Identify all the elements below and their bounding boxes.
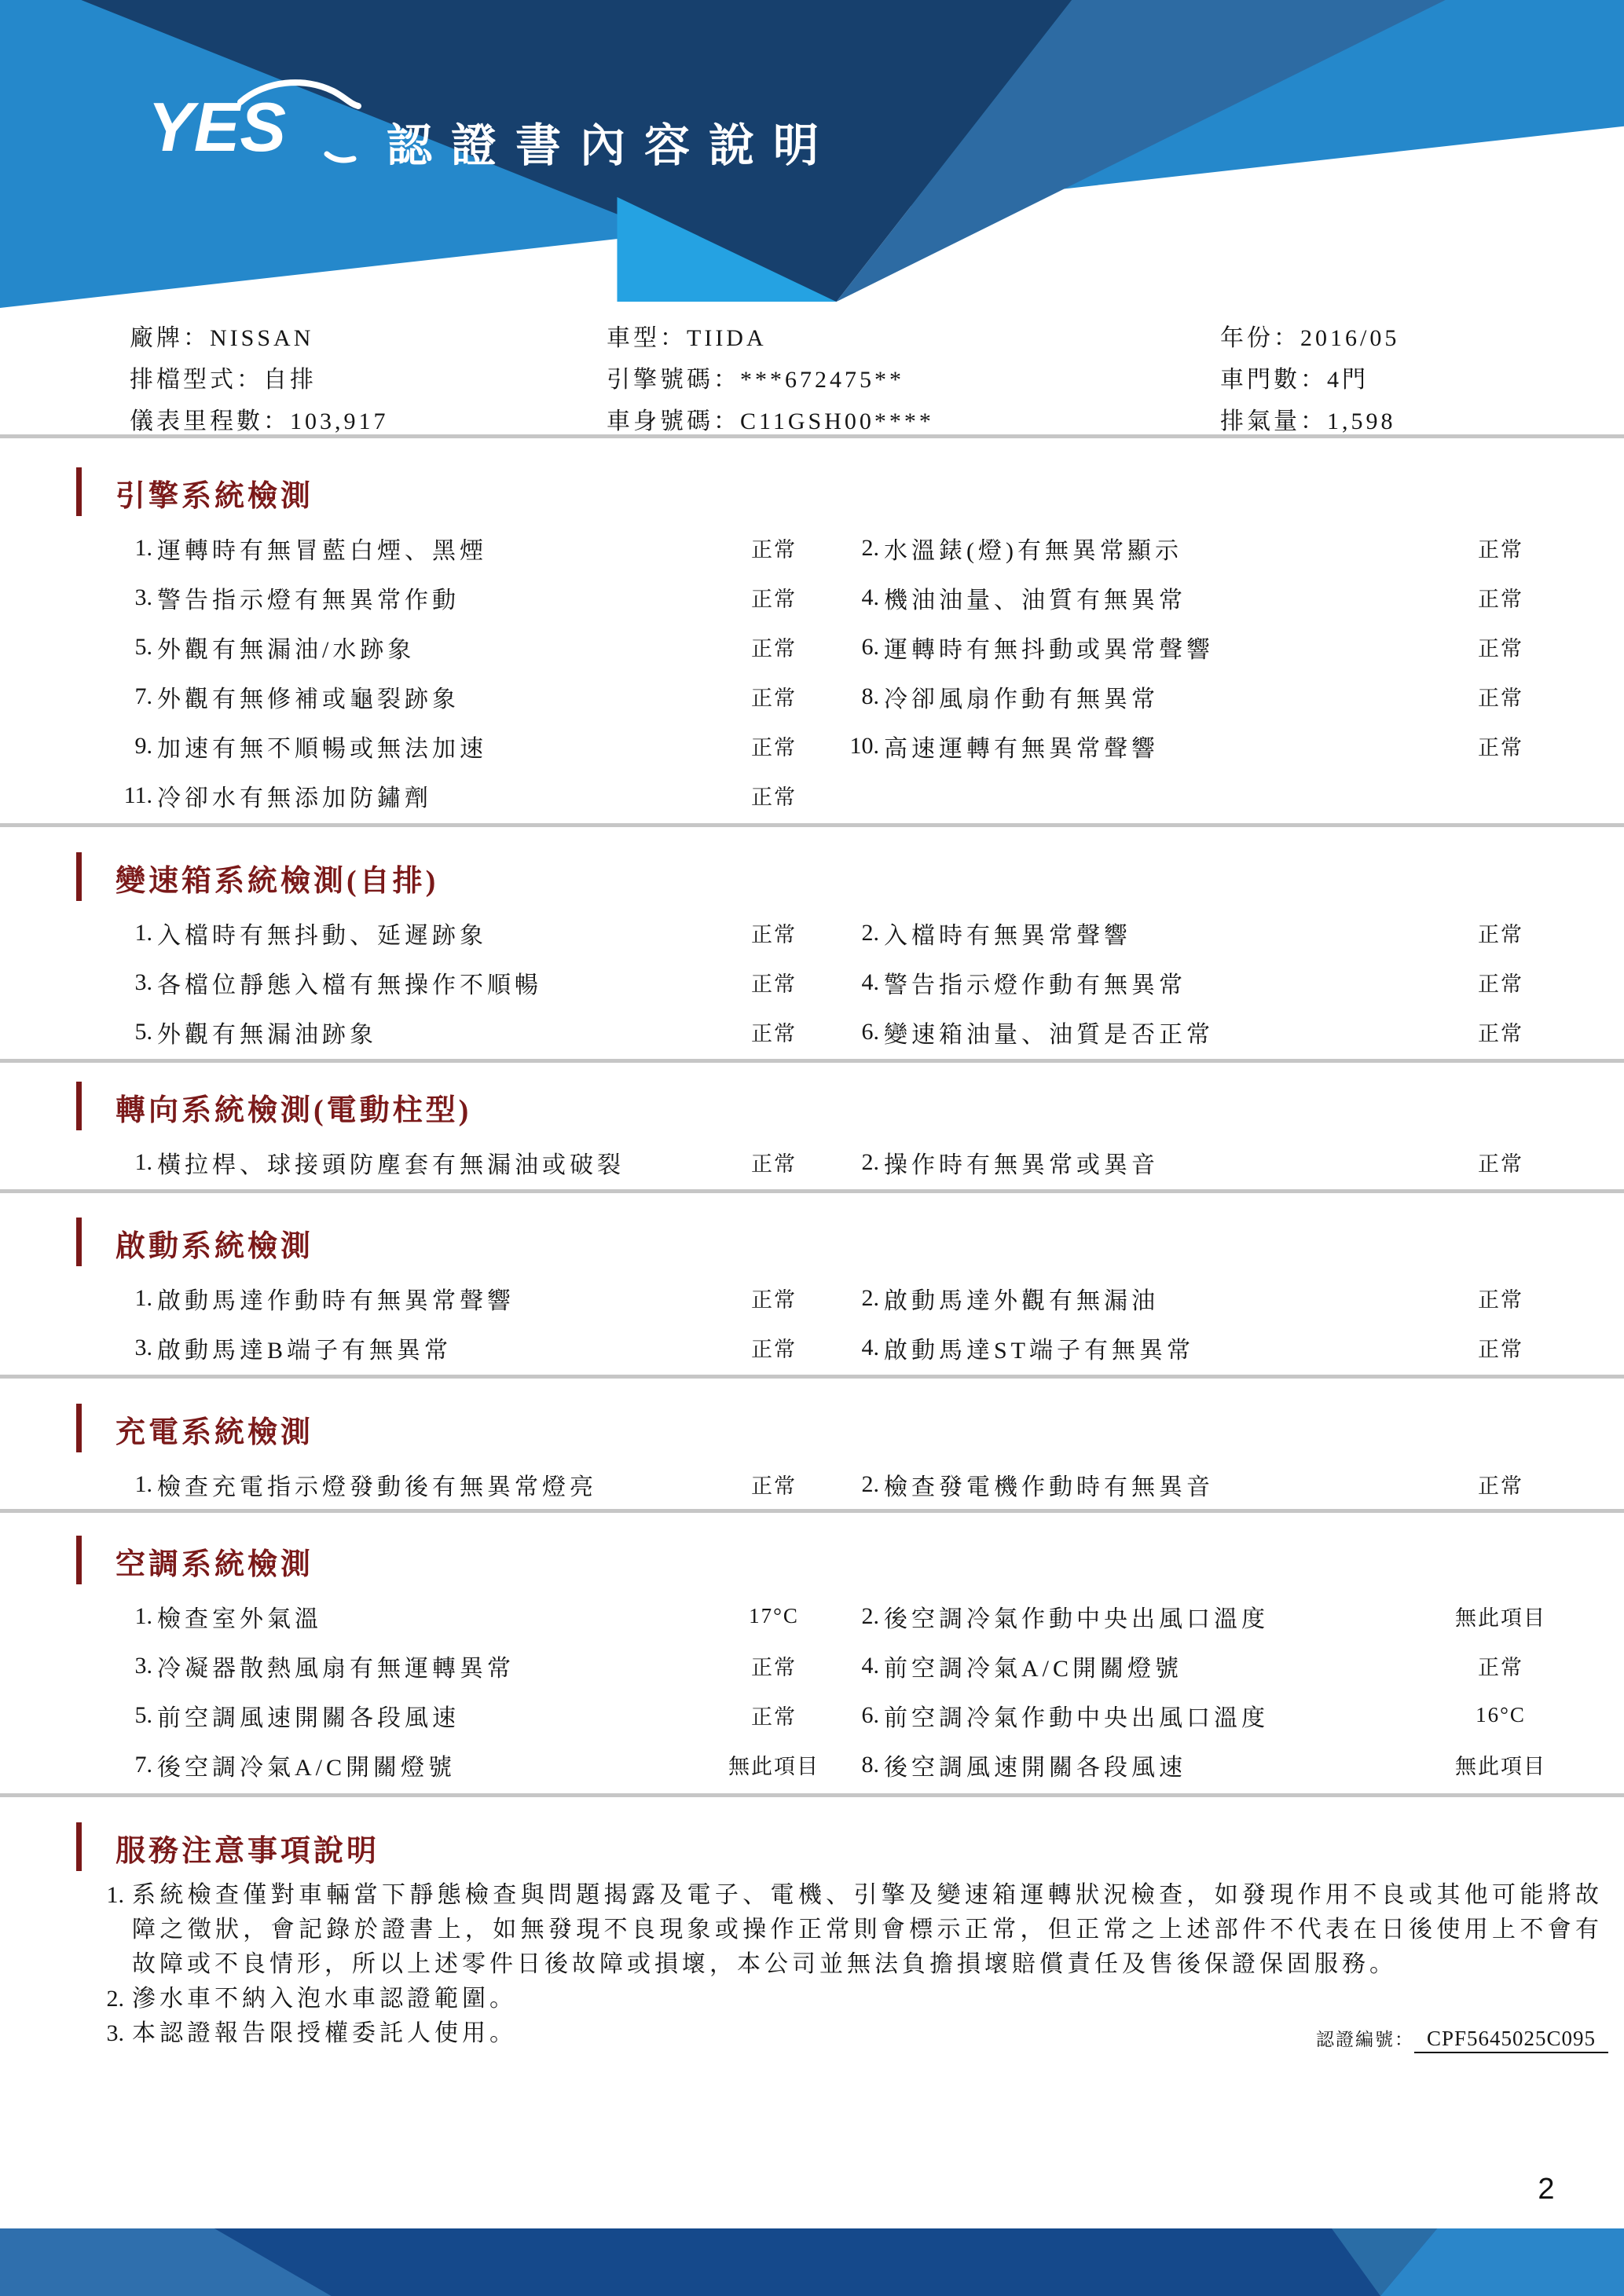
item-number: 8.: [861, 683, 879, 709]
yes-car-logo: [148, 75, 368, 170]
section-divider: [0, 823, 1624, 827]
item-label: 外觀有無漏油跡象: [157, 1021, 377, 1048]
vehicle-info-field: 車門數：4門: [1220, 366, 1369, 393]
section-header: [0, 1221, 1624, 1261]
inspection-items: [75, 908, 1575, 1056]
section-divider: [0, 434, 1624, 438]
item-number: 1.: [134, 534, 152, 561]
note-number: 3.: [106, 2020, 124, 2046]
item-status: 無此項目: [1455, 1755, 1546, 1778]
section-header: [0, 1408, 1624, 1447]
item-number: 4.: [861, 1652, 879, 1679]
section-accent-bar: [76, 1218, 82, 1266]
item-label: 外觀有無漏油/水跡象: [157, 636, 416, 663]
section-charging: [0, 1408, 1624, 1509]
item-label: 啟動馬達外觀有無漏油: [884, 1287, 1159, 1314]
footer-banner: [0, 2228, 1624, 2296]
item-label: 加速有無不順暢或無法加速: [157, 735, 487, 762]
section-title: 引擎系統檢測: [115, 480, 314, 513]
vehicle-info-grid: [130, 314, 1615, 439]
vehicle-info-field: 排氣量：1,598: [1220, 408, 1396, 434]
inspection-items: [75, 1137, 1575, 1187]
item-label: 外觀有無修補或龜裂跡象: [157, 686, 460, 712]
item-number: 2.: [861, 534, 879, 561]
item-number: 5.: [134, 1701, 152, 1728]
item-label: 啟動馬達ST端子有無異常: [884, 1337, 1195, 1364]
item-label: 冷卻水有無添加防鏽劑: [157, 785, 432, 811]
item-status: 正常: [751, 972, 797, 996]
section-starter: [0, 1221, 1624, 1372]
item-number: 4.: [861, 584, 879, 610]
section-accent-bar: [76, 852, 82, 901]
item-status: 正常: [751, 1338, 797, 1361]
item-number: 2.: [861, 1602, 879, 1629]
inspection-items: [75, 523, 1575, 820]
item-label: 啟動馬達B端子有無異常: [157, 1337, 453, 1364]
note-text: 系統檢查僅對車輛當下靜態檢查與問題揭露及電子、電機、引擎及變速箱運轉狀況檢查，如發現作用不良或其他可能將故障之徵狀，會記錄於證書上，如無發現不良現象或操作正常則會標示正常，但正常之上述部件不代表在日後使用上不會有故障或不良情形，所以上述零件日後故障或損壞，本公司並無法負擔損壞賠償責任及售後保證保固服務。: [132, 1882, 1603, 1977]
item-label: 運轉時有無冒藍白煙、黑煙: [157, 537, 487, 564]
item-label: 啟動馬達作動時有無異常聲響: [157, 1287, 515, 1314]
note-number: 1.: [106, 1882, 124, 1908]
section-divider: [0, 1793, 1624, 1797]
section-title: 變速箱系統檢測(自排): [115, 865, 439, 898]
item-number: 3.: [134, 584, 152, 610]
item-number: 6.: [861, 1018, 879, 1045]
item-status: 正常: [751, 538, 797, 562]
section-accent-bar: [76, 1822, 82, 1871]
item-number: 2.: [861, 1470, 879, 1497]
item-status: 正常: [751, 1022, 797, 1045]
vehicle-info-field: 儀表里程數：103,917: [130, 408, 389, 434]
item-number: 8.: [861, 1751, 879, 1778]
item-number: 4.: [861, 1334, 879, 1360]
item-number: 2.: [861, 919, 879, 946]
item-number: 3.: [134, 1334, 152, 1360]
section-accent-bar: [76, 1082, 82, 1130]
item-status: 正常: [1478, 736, 1523, 760]
item-status: 正常: [1478, 538, 1523, 562]
item-status: 正常: [751, 785, 797, 809]
item-number: 6.: [861, 1701, 879, 1728]
inspection-items: [75, 1273, 1575, 1372]
section-accent-bar: [76, 1404, 82, 1452]
item-status: 正常: [751, 1152, 797, 1176]
note-text: 本認證報告限授權委託人使用。: [132, 2020, 517, 2046]
item-status: 正常: [751, 736, 797, 760]
section-air-conditioning: [0, 1540, 1624, 1789]
vehicle-info-field: 年份：2016/05: [1220, 324, 1400, 351]
item-label: 各檔位靜態入檔有無操作不順暢: [157, 972, 542, 998]
item-status: 無此項目: [1455, 1606, 1546, 1630]
item-label: 後空調冷氣A/C開關燈號: [157, 1754, 456, 1781]
vehicle-info-field: 排檔型式：自排: [130, 366, 317, 393]
section-header: [0, 1826, 1624, 1866]
item-label: 檢查發電機作動時有無異音: [884, 1474, 1214, 1500]
item-status: 正常: [751, 923, 797, 947]
section-transmission: [0, 856, 1624, 1056]
item-status: 正常: [1478, 1656, 1523, 1679]
item-label: 運轉時有無抖動或異常聲響: [884, 636, 1214, 663]
item-status: 正常: [1478, 637, 1523, 661]
item-label: 前空調冷氣A/C開關燈號: [884, 1655, 1183, 1682]
item-label: 後空調冷氣作動中央出風口溫度: [884, 1606, 1269, 1632]
item-label: 入檔時有無異常聲響: [884, 922, 1131, 949]
header-banner: [0, 0, 1624, 308]
item-number: 1.: [134, 1470, 152, 1497]
item-status: 正常: [751, 1705, 797, 1729]
item-status: 正常: [1478, 1288, 1523, 1312]
item-status: 正常: [1478, 923, 1523, 947]
section-divider: [0, 1189, 1624, 1193]
certificate-number-value: CPF5645025C095: [1414, 2027, 1608, 2053]
item-status: 正常: [1478, 588, 1523, 611]
item-status: 正常: [751, 637, 797, 661]
item-label: 警告指示燈有無異常作動: [157, 587, 460, 613]
section-steering: [0, 1086, 1624, 1187]
section-header: [0, 1086, 1624, 1125]
item-number: 2.: [861, 1284, 879, 1311]
item-label: 前空調風速開關各段風速: [157, 1705, 460, 1731]
inspection-items: [75, 1591, 1575, 1789]
item-number: 4.: [861, 969, 879, 995]
item-number: 1.: [134, 1602, 152, 1629]
item-status: 17°C: [749, 1604, 799, 1628]
item-label: 機油油量、油質有無異常: [884, 587, 1186, 613]
section-title: 充電系統檢測: [115, 1416, 314, 1449]
item-label: 冷凝器散熱風扇有無運轉異常: [157, 1655, 515, 1682]
section-engine: [0, 471, 1624, 820]
vehicle-info-field: 廠牌：NISSAN: [130, 324, 314, 351]
item-label: 操作時有無異常或異音: [884, 1152, 1159, 1178]
item-number: 5.: [134, 1018, 152, 1045]
note-number: 2.: [106, 1986, 124, 2012]
car-tail-swoosh-icon: [327, 154, 354, 160]
item-status: 無此項目: [728, 1755, 819, 1778]
item-number: 2.: [861, 1148, 879, 1175]
section-divider: [0, 1059, 1624, 1063]
item-status: 正常: [1478, 687, 1523, 710]
item-status: 正常: [751, 1656, 797, 1679]
page-number: 2: [1538, 2173, 1555, 2206]
item-number: 6.: [861, 633, 879, 660]
section-title: 啟動系統檢測: [115, 1230, 314, 1263]
note-text: 滲水車不納入泡水車認證範圍。: [132, 1986, 517, 2012]
item-number: 1.: [134, 1148, 152, 1175]
item-label: 後空調風速開關各段風速: [884, 1754, 1186, 1781]
item-status: 正常: [1478, 972, 1523, 996]
vehicle-info-field: 引擎號碼：***672475**: [607, 366, 904, 393]
section-title: 空調系統檢測: [115, 1548, 314, 1581]
item-label: 水溫錶(燈)有無異常顯示: [884, 537, 1182, 564]
item-number: 5.: [134, 633, 152, 660]
item-label: 高速運轉有無異常聲響: [884, 735, 1159, 762]
item-number: 7.: [134, 1751, 152, 1778]
item-label: 冷卻風扇作動有無異常: [884, 686, 1159, 712]
item-label: 橫拉桿、球接頭防塵套有無漏油或破裂: [157, 1152, 625, 1178]
item-status: 正常: [751, 1288, 797, 1312]
item-number: 1.: [134, 1284, 152, 1311]
vehicle-info-field: 車身號碼：C11GSH00****: [607, 408, 934, 434]
item-status: 正常: [751, 1474, 797, 1498]
section-header: [0, 1540, 1624, 1579]
section-divider: [0, 1509, 1624, 1513]
item-number: 10.: [849, 732, 879, 759]
item-status: 正常: [1478, 1338, 1523, 1361]
item-label: 警告指示燈作動有無異常: [884, 972, 1186, 998]
section-accent-bar: [76, 1536, 82, 1584]
item-number: 11.: [123, 782, 152, 808]
section-title: 轉向系統檢測(電動柱型): [115, 1094, 472, 1127]
item-status: 正常: [751, 687, 797, 710]
item-label: 檢查充電指示燈發動後有無異常燈亮: [157, 1474, 597, 1500]
inspection-items: [75, 1459, 1575, 1509]
section-accent-bar: [76, 467, 82, 516]
item-number: 9.: [134, 732, 152, 759]
item-number: 3.: [134, 969, 152, 995]
item-label: 入檔時有無抖動、延遲跡象: [157, 922, 487, 949]
item-label: 變速箱油量、油質是否正常: [884, 1021, 1214, 1048]
item-status: 正常: [751, 588, 797, 611]
item-status: 正常: [1478, 1152, 1523, 1176]
item-number: 3.: [134, 1652, 152, 1679]
certificate-number-label: 認證編號：: [1316, 2030, 1414, 2049]
logo-text: YES: [148, 88, 287, 166]
item-status: 16°C: [1476, 1703, 1526, 1727]
item-label: 前空調冷氣作動中央出風口溫度: [884, 1705, 1269, 1731]
section-divider: [0, 1375, 1624, 1379]
vehicle-info-field: 車型：TIIDA: [607, 324, 767, 351]
certificate-number: [1316, 2025, 1608, 2051]
document-title: 認證書內容說明: [387, 120, 838, 171]
section-service-notes: [0, 1826, 1624, 2051]
item-label: 檢查室外氣溫: [157, 1606, 322, 1632]
section-title: 服務注意事項說明: [115, 1835, 380, 1868]
item-number: 7.: [134, 683, 152, 709]
section-header: [0, 856, 1624, 898]
item-status: 正常: [1478, 1474, 1523, 1498]
section-header: [0, 471, 1624, 511]
item-status: 正常: [1478, 1022, 1523, 1045]
item-number: 1.: [134, 919, 152, 946]
